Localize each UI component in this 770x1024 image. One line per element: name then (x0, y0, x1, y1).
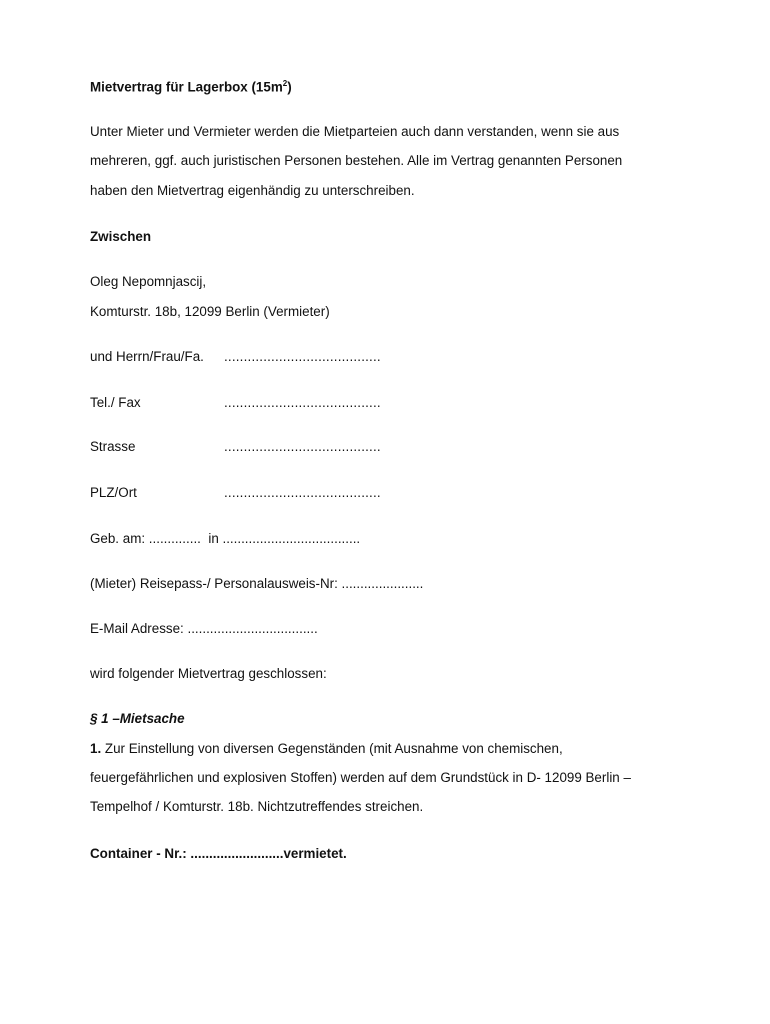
geb-field (90, 532, 360, 545)
tel-fax-field (90, 396, 381, 409)
landlord-address: Komturstr. 18b, 12099 Berlin (Vermieter) (90, 304, 330, 319)
tenant-name-dots: ........................................ (224, 349, 381, 364)
plz-ort-label: PLZ/Ort (90, 485, 137, 500)
landlord-name: Oleg Nepomnjascij, (90, 274, 207, 289)
title-text: Mietvertrag für Lagerbox (15m (90, 79, 283, 95)
section-1-line-1 (90, 742, 563, 755)
section-1-line-2: feuergefährlichen und explosiven Stoffen) werden auf dem Grundstück in D- 12099 Berlin – (90, 770, 631, 785)
email-field: E-Mail Adresse: ................................... (90, 621, 318, 636)
tel-fax-label: Tel./ Fax (90, 395, 141, 410)
intro-line-3: haben den Mietvertrag eigenhändig zu unterschreiben. (90, 183, 415, 198)
geb-label: Geb. am: .............. (90, 531, 201, 546)
container-number-line: Container - Nr.: .........................vermietet. (90, 846, 347, 861)
plz-ort-dots: ........................................ (224, 485, 381, 500)
geb-in: in ..................................... (208, 531, 361, 546)
tel-fax-dots: ........................................ (224, 395, 381, 410)
zwischen-heading: Zwischen (90, 229, 152, 244)
intro-line-2: mehreren, ggf. auch juristischen Personen bestehen. Alle im Vertrag genannten Personen (90, 153, 623, 168)
section-1-heading: § 1 –Mietsache (90, 711, 185, 726)
reisepass-field: (Mieter) Reisepass-/ Personalausweis-Nr: ...................... (90, 576, 424, 591)
section-1-line-1-text: Zur Einstellung von diversen Gegenständen (mit Ausnahme von chemischen, (104, 741, 563, 756)
strasse-dots: ........................................ (224, 439, 381, 454)
plz-ort-field (90, 486, 381, 499)
intro-line-1: Unter Mieter und Vermieter werden die Mietparteien auch dann verstanden, wenn sie aus (90, 124, 620, 139)
section-1-number: 1. (90, 741, 102, 756)
strasse-label: Strasse (90, 439, 136, 454)
title-end: ) (287, 79, 292, 95)
document-title (90, 80, 292, 94)
tenant-name-label: und Herrn/Frau/Fa. (90, 349, 204, 364)
section-1-line-3: Tempelhof / Komturstr. 18b. Nichtzutreffendes streichen. (90, 799, 424, 814)
strasse-field (90, 440, 381, 453)
concluded-line: wird folgender Mietvertrag geschlossen: (90, 666, 327, 681)
title-superscript: 2 (282, 79, 288, 88)
tenant-name-field (90, 350, 381, 363)
